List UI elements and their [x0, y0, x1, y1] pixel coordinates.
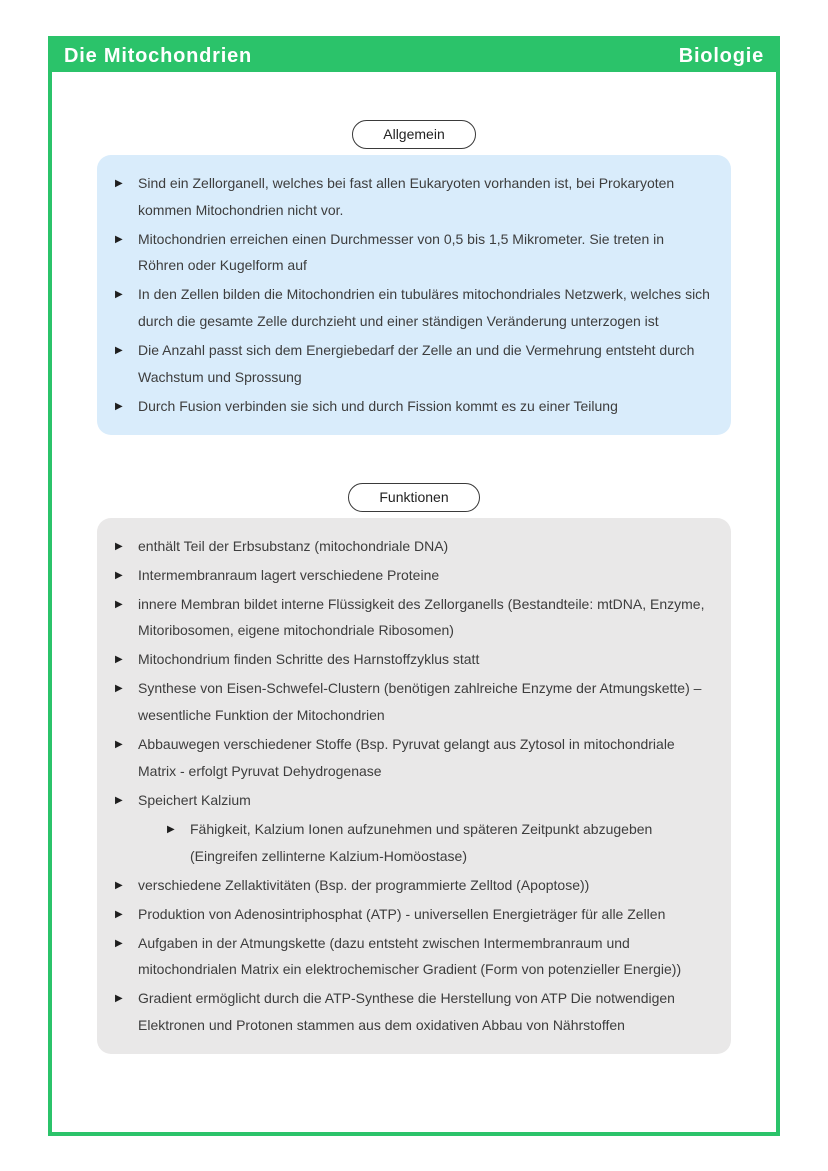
bullet-triangle-icon: ▶	[115, 400, 123, 412]
list-item-text: In den Zellen bilden die Mitochondrien ein tubuläres mitochondriales Netzwerk, welches sich durch die gesamte Zelle durchzieht und einer ständigen Veränderung unterzogen ist	[138, 286, 710, 330]
list-item	[115, 591, 713, 645]
list-item-text: Durch Fusion verbinden sie sich und durch Fission kommt es zu einer Teilung	[138, 397, 618, 414]
list-item	[115, 226, 713, 280]
list-item-text: Sind ein Zellorganell, welches bei fast allen Eukaryoten vorhanden ist, bei Prokaryoten kommen Mitochondrien nicht vor.	[138, 174, 675, 218]
list-item-text: Mitochondrium finden Schritte des Harnstoffzyklus statt	[138, 651, 480, 668]
bullet-triangle-icon: ▶	[115, 569, 123, 581]
worksheet-frame	[48, 36, 780, 1136]
list-item	[115, 170, 713, 224]
bullet-triangle-icon: ▶	[115, 683, 123, 695]
list-item	[115, 393, 713, 420]
section-pill-wrap	[97, 120, 731, 149]
list-item-text: verschiedene Zellaktivitäten (Bsp. der programmierte Zelltod (Apoptose))	[138, 876, 590, 893]
subject-label: Biologie	[678, 45, 764, 67]
bullet-triangle-icon: ▶	[115, 598, 123, 610]
list-item-text: Die Anzahl passt sich dem Energiebedarf der Zelle an und die Vermehrung entsteht durch Wachstum und Sprossung	[138, 342, 695, 385]
list-item	[167, 816, 713, 870]
list-item	[115, 985, 713, 1039]
bullet-triangle-icon: ▶	[115, 908, 123, 920]
section-title-allgemein: Allgemein	[352, 120, 475, 149]
bullet-list-funktionen	[115, 533, 713, 1040]
section-box-allgemein	[97, 155, 731, 435]
content-area	[52, 120, 776, 1054]
list-item-text: Aufgaben in der Atmungskette (dazu entsteht zwischen Intermembranraum und mitochondrialen Matrix ein elektrochemischer Gradient (Form von potenzieller Energie))	[138, 934, 682, 978]
bullet-triangle-icon: ▶	[115, 345, 123, 357]
list-item	[115, 337, 713, 391]
bullet-triangle-icon: ▶	[115, 540, 123, 552]
list-item-text: innere Membran bildet interne Flüssigkeit des Zellorganells (Bestandteile: mtDNA, Enzyme, Mitoribosomen, eigene mitochondriale Ribosomen)	[138, 595, 705, 639]
list-item-text: Synthese von Eisen-Schwefel-Clustern (benötigen zahlreiche Enzyme der Atmungskette) – wesentliche Funktion der Mitochondrien	[138, 680, 702, 724]
bullet-triangle-icon: ▶	[115, 289, 123, 301]
list-item	[115, 930, 713, 984]
list-item	[115, 646, 713, 673]
list-item-text: Speichert Kalzium	[138, 791, 251, 808]
bullet-triangle-icon: ▶	[115, 177, 123, 189]
list-item	[115, 281, 713, 335]
page-title: Die Mitochondrien	[64, 45, 253, 67]
list-item	[115, 533, 713, 560]
bullet-triangle-icon: ▶	[115, 654, 123, 666]
bullet-triangle-icon: ▶	[115, 937, 123, 949]
section-funktionen	[97, 483, 731, 1054]
list-item-text: enthält Teil der Erbsubstanz (mitochondriale DNA)	[138, 537, 449, 554]
bullet-triangle-icon: ▶	[115, 993, 123, 1005]
section-box-funktionen	[97, 518, 731, 1055]
list-item	[115, 562, 713, 589]
list-item	[115, 872, 713, 899]
section-allgemein	[97, 120, 731, 435]
bullet-triangle-icon: ▶	[115, 794, 123, 806]
list-item-text: Produktion von Adenosintriphosphat (ATP) - universellen Energieträger für alle Zellen	[138, 905, 666, 922]
list-item	[115, 901, 713, 928]
list-item	[115, 787, 713, 814]
list-item	[115, 675, 713, 729]
bullet-list-allgemein	[115, 170, 713, 420]
bullet-triangle-icon: ▶	[115, 739, 123, 751]
section-pill-wrap	[97, 483, 731, 512]
section-title-funktionen: Funktionen	[348, 483, 479, 512]
bullet-triangle-icon: ▶	[115, 233, 123, 245]
list-item-text: Abbauwegen verschiedener Stoffe (Bsp. Pyruvat gelangt aus Zytosol in mitochondriale Matrix - erfolgt Pyruvat Dehydrogenase	[138, 736, 675, 779]
list-item-text: Mitochondrien erreichen einen Durchmesser von 0,5 bis 1,5 Mikrometer. Sie treten in Röhren oder Kugelform auf	[138, 230, 665, 274]
header-bar	[52, 40, 776, 72]
list-item-text: Intermembranraum lagert verschiedene Proteine	[138, 566, 440, 583]
bullet-triangle-icon: ▶	[115, 879, 123, 891]
list-item-text: Gradient ermöglicht durch die ATP-Synthese die Herstellung von ATP Die notwendigen Elektronen und Protonen stammen aus dem oxidativen Abbau von Nährstoffen	[138, 990, 675, 1034]
bullet-triangle-icon: ▶	[167, 823, 175, 835]
list-item-text: Fähigkeit, Kalzium Ionen aufzunehmen und späteren Zeitpunkt abzugeben (Eingreifen zellinterne Kalzium-Homöostase)	[190, 820, 653, 864]
list-item	[115, 731, 713, 785]
